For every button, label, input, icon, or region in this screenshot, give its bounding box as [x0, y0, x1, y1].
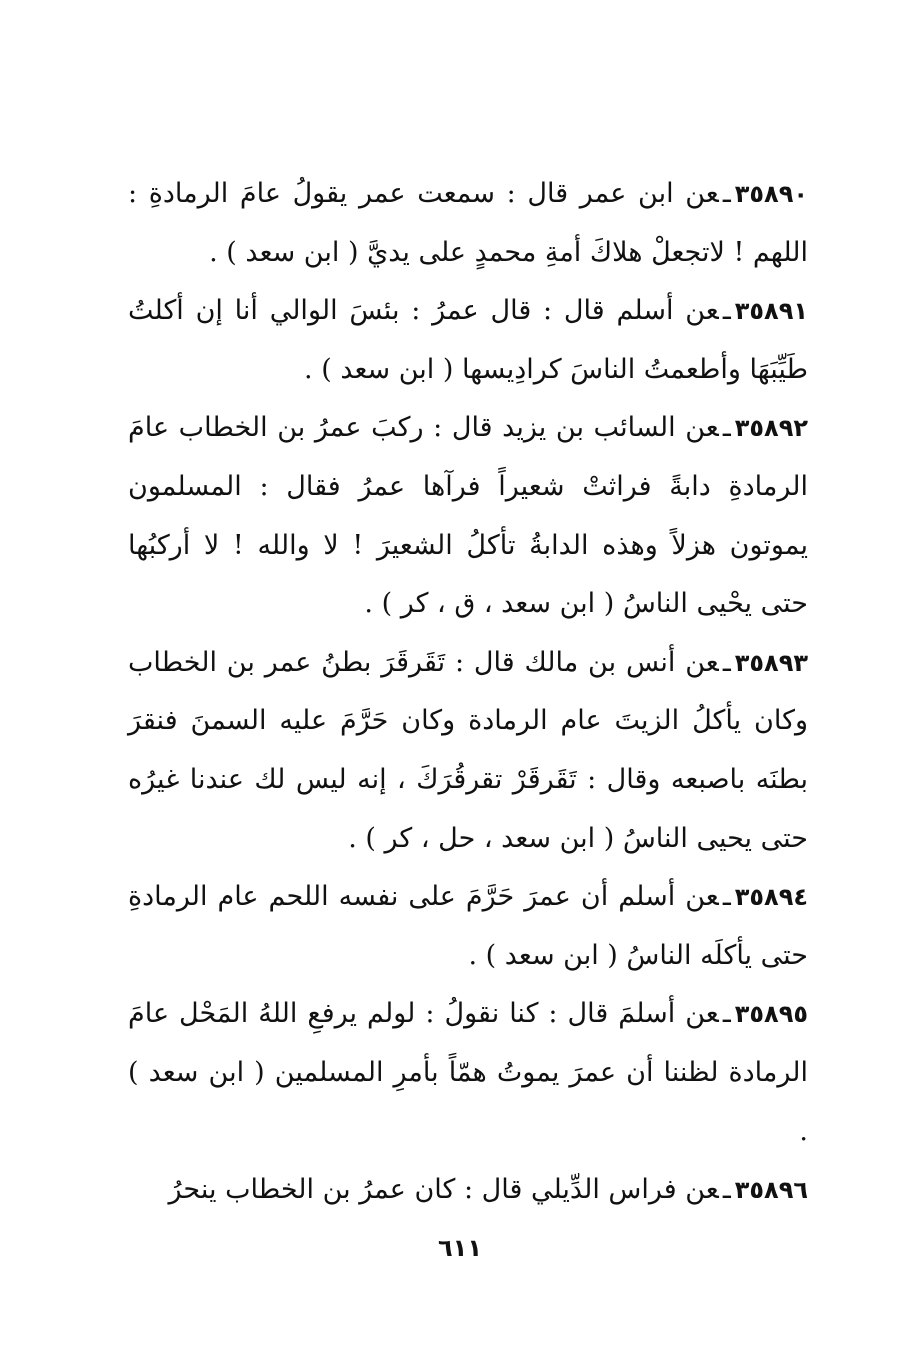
hadith-list: [128, 165, 808, 1220]
hadith-text: عن أسلم قال : قال عمرُ : بئسَ الوالي أنا إن أكلتُ طَيِّبَهَا وأطعمتُ الناسَ كرادِيسها ( ابن سعد ) .: [128, 295, 808, 385]
hadith-text: عن أسلمَ قال : كنا نقولُ : لولم يرفعِ اللهُ المَحْل عامَ الرمادة لظننا أن عمرَ يموتُ همّاً بأمرِ المسلمين ( ابن سعد ) .: [128, 998, 808, 1147]
hadith-35894: [128, 868, 808, 985]
hadith-number: ٣٥٨٩٤: [734, 883, 808, 912]
hadith-text: عن أسلم أن عمرَ حَرَّمَ على نفسه اللحم عام الرمادةِ حتى يأكلَه الناسُ ( ابن سعد ) .: [128, 881, 808, 971]
hadith-number: ٣٥٨٩٣: [734, 648, 808, 677]
hadith-35892: [128, 399, 808, 633]
hadith-35891: [128, 282, 808, 399]
hadith-35896: [128, 1161, 808, 1220]
hadith-separator: ـ: [722, 646, 731, 678]
hadith-text: عن السائب بن يزيد قال : ركبَ عمرُ بن الخطاب عامَ الرمادةِ دابةً فراثتْ شعيراً فرآها عمرُ فقال : المسلمون يموتون هزلاً وهذه الدابةُ تأكلُ الشعيرَ ! لا والله ! لا أركبُها حتى يحْيى الناسُ ( ابن سعد ، ق ، كر ) .: [128, 412, 808, 620]
hadith-text: عن فراس الدِّيلي قال : كان عمرُ بن الخطاب ينحرُ: [168, 1174, 719, 1206]
page-number: ٦١١: [438, 1234, 482, 1262]
hadith-number: ٣٥٨٩٦: [734, 1176, 808, 1205]
hadith-separator: ـ: [722, 881, 731, 913]
hadith-separator: ـ: [722, 998, 731, 1030]
hadith-text: عن ابن عمر قال : سمعت عمر يقولُ عامَ الرمادةِ : اللهم ! لاتجعلْ هلاكَ أمةِ محمدٍ على يديَّ ( ابن سعد ) .: [128, 178, 808, 268]
hadith-number: ٣٥٨٩٥: [734, 1000, 808, 1029]
hadith-separator: ـ: [722, 295, 731, 327]
hadith-text: عن أنس بن مالك قال : تَقَرقَرَ بطنُ عمر بن الخطاب وكان يأكلُ الزيتَ عام الرمادة وكان حَرَّمَ عليه السمنَ فنقرَ بطنَه باصبعه وقال : تَقَرقَرْ تقرقُرَكَ ، إنه ليس لك عندنا غيرُه حتى يحيى الناسُ ( ابن سعد ، حل ، كر ) .: [128, 646, 808, 854]
hadith-35893: [128, 634, 808, 868]
hadith-separator: ـ: [722, 178, 731, 209]
hadith-number: ٣٥٨٩٠: [734, 180, 808, 208]
hadith-separator: ـ: [722, 412, 731, 444]
hadith-separator: ـ: [722, 1174, 731, 1206]
hadith-35895: [128, 985, 808, 1161]
hadith-number: ٣٥٨٩١: [734, 297, 808, 326]
hadith-number: ٣٥٨٩٢: [734, 414, 808, 443]
hadith-35890: [128, 165, 808, 282]
